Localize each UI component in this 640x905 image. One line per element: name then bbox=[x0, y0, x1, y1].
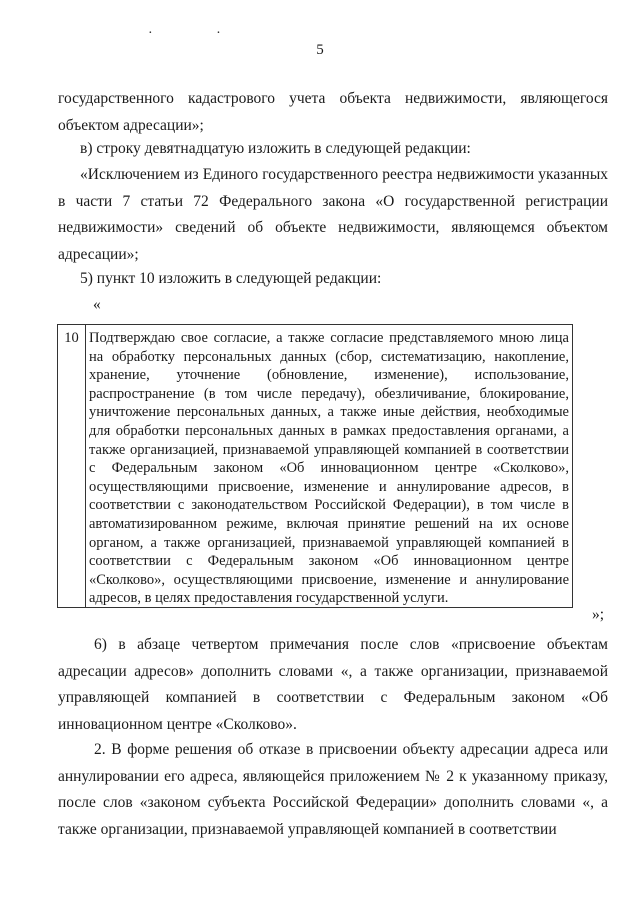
table-row-number: 10 bbox=[58, 325, 86, 607]
paragraph-section-2: 2. В форме решения об отказе в присвоении объекту адресации адреса или аннулировании его адреса, являющейся приложением № 2 к указанному приказу, после слов «законом субъекта Российской Федерации» дополнить словами «, а также организации, признаваемой управляющей компанией в соответствии bbox=[58, 741, 608, 838]
table-row-text: Подтверждаю свое согласие, а также согласие представляемого мною лица на обработку персональных данных (сбор, систематизацию, накопление, хранение, уточнение (обновление, изменение), использование, распространение (в том числе передачу), обезличивание, блокирование, уничтожение персональных данных, а также иные действия, необходимые для обработки персональных данных в рамках предоставления органами, а также организацией, признаваемой управляющей компанией в соответствии с Федеральным законом «Об инновационном центре «Сколково», осуществляющими присвоение, изменение и аннулирование адресов, в соответствии с законодательством Российской Федерации), в том числе в автоматизированном режиме, включая принятие решений на их основе органом, а также организацией, признаваемой управляющей компанией в соответствии с Федеральным законом «Об инновационном центре «Сколково», осуществляющими присвоение, изменение и аннулирование адресов, в целях предоставления государственной услуги. bbox=[89, 330, 569, 607]
scan-marks: · · bbox=[148, 26, 251, 41]
paragraph-item-v: в) строку девятнадцатую изложить в следующей редакции: bbox=[80, 140, 471, 157]
consent-table-row bbox=[57, 324, 573, 608]
page-number: 5 bbox=[316, 42, 324, 58]
closing-quote: »; bbox=[592, 606, 605, 623]
paragraph-item-6: 6) в абзаце четвертом примечания после слов «присвоение объектам адресации адресов» дополнить словами «, а также организации, признаваемой управляющей компанией в соответствии с Федеральным законом «Об инновационном центре «Сколково». bbox=[58, 636, 608, 733]
paragraph-item-5: 5) пункт 10 изложить в следующей редакции: bbox=[80, 270, 382, 287]
paragraph-continuation: государственного кадастрового учета объекта недвижимости, являющегося объектом адресации»; bbox=[58, 90, 608, 134]
opening-quote: « bbox=[93, 296, 101, 313]
paragraph-exclusion: «Исключением из Единого государственного реестра недвижимости указанных в части 7 статьи 72 Федерального закона «О государственной регистрации недвижимости» сведений об объекте недвижимости, являющемся объектом адресации»; bbox=[58, 166, 608, 263]
